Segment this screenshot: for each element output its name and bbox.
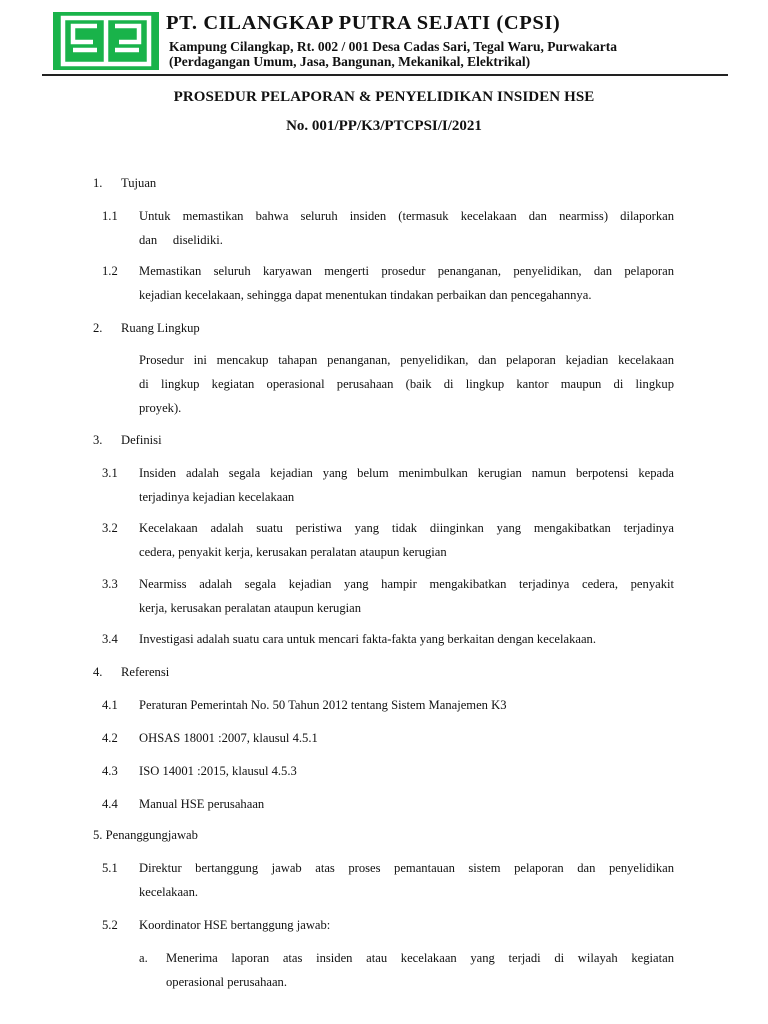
scope-line-1: Prosedur ini mencakup tahapan penanganan, penyelidikan, dan pelaporan kejadian kecelakaan (139, 353, 674, 367)
item-5-1-number: 5.1 (102, 861, 118, 875)
item-3-2-number: 3.2 (102, 521, 118, 535)
item-1-1-line-2: dan diselidiki. (139, 233, 223, 247)
item-1-1-number: 1.1 (102, 209, 118, 223)
item-3-3-line-2: kerja, kerusakan peralatan ataupun kerugian (139, 601, 362, 615)
section-1-heading: Tujuan (121, 176, 157, 190)
section-3-heading: Definisi (121, 433, 162, 447)
item-3-4-line-1: Investigasi adalah suatu cara untuk mencari fakta-fakta yang berkaitan dengan kecelakaan. (139, 632, 597, 646)
item-3-1-line-2: terjadinya kejadian kecelakaan (139, 490, 295, 504)
section-3-number: 3. (93, 433, 103, 447)
item-3-1-number: 3.1 (102, 466, 118, 480)
item-4-4-text: Manual HSE perusahaan (139, 797, 265, 811)
document-title: PROSEDUR PELAPORAN & PENYELIDIKAN INSIDEN HSE (173, 89, 595, 105)
item-3-2-line-2: cedera, penyakit kerja, kerusakan peralatan ataupun kerugian (139, 545, 447, 559)
item-1-2-line-1: Memastikan seluruh karyawan mengerti prosedur penanganan, penyelidikan, dan pelaporan (139, 264, 674, 278)
company-address: Kampung Cilangkap, Rt. 002 / 001 Desa Cadas Sari, Tegal Waru, Purwakarta (169, 39, 617, 54)
item-3-3-number: 3.3 (102, 577, 118, 591)
scope-line-3: proyek). (139, 401, 182, 415)
subitem-a-letter: a. (139, 951, 148, 965)
item-3-2-line-1: Kecelakaan adalah suatu peristiwa yang tidak diinginkan yang mengakibatkan terjadinya (139, 521, 674, 535)
company-business-lines: (Perdagangan Umum, Jasa, Bangunan, Mekanikal, Elektrikal) (169, 54, 531, 69)
scope-line-2: di lingkup kegiatan operasional perusahaan (baik di lingkup kantor maupun di lingkup (139, 377, 674, 391)
item-1-2-line-2: kejadian kecelakaan, sehingga dapat menentukan tindakan perbaikan dan pencegahannya. (139, 288, 592, 302)
item-4-2-text: OHSAS 18001 :2007, klausul 4.5.1 (139, 731, 318, 745)
item-3-3-line-1: Nearmiss adalah segala kejadian yang hampir mengakibatkan terjadinya cedera, penyakit (139, 577, 674, 591)
letterhead-divider (42, 74, 728, 76)
subitem-a-line-1: Menerima laporan atas insiden atau kecelakaan yang terjadi di wilayah kegiatan (166, 951, 674, 965)
item-5-1-line-2: kecelakaan. (139, 885, 199, 899)
item-3-1-line-1: Insiden adalah segala kejadian yang belum menimbulkan kerugian namun berpotensi kepada (139, 466, 674, 480)
item-1-2-number: 1.2 (102, 264, 118, 278)
item-4-2-number: 4.2 (102, 731, 118, 745)
section-2-heading: Ruang Lingkup (121, 321, 200, 335)
document-number: No. 001/PP/K3/PTCPSI/I/2021 (286, 118, 482, 134)
section-4-heading: Referensi (121, 665, 170, 679)
item-4-4-number: 4.4 (102, 797, 118, 811)
item-5-1-line-1: Direktur bertanggung jawab atas proses pemantauan sistem pelaporan dan penyelidikan (139, 861, 674, 875)
item-5-2-line-1: Koordinator HSE bertanggung jawab: (139, 918, 331, 932)
letterhead (48, 8, 728, 74)
item-5-2-number: 5.2 (102, 918, 118, 932)
section-2-number: 2. (93, 321, 103, 335)
item-3-4-number: 3.4 (102, 632, 118, 646)
item-1-1-line-1: Untuk memastikan bahwa seluruh insiden (termasuk kecelakaan dan nearmiss) dilaporkan (139, 209, 674, 223)
company-logo-mark-icon (53, 12, 159, 70)
company-logo (53, 12, 159, 70)
section-5-heading: 5. Penanggungjawab (93, 828, 198, 842)
section-1-number: 1. (93, 176, 103, 190)
section-4-number: 4. (93, 665, 103, 679)
item-4-1-number: 4.1 (102, 698, 118, 712)
item-4-3-text: ISO 14001 :2015, klausul 4.5.3 (139, 764, 297, 778)
company-name: PT. CILANGKAP PUTRA SEJATI (CPSI) (166, 12, 561, 34)
item-4-3-number: 4.3 (102, 764, 118, 778)
subitem-a-line-2: operasional perusahaan. (166, 975, 287, 989)
item-4-1-text: Peraturan Pemerintah No. 50 Tahun 2012 tentang Sistem Manajemen K3 (139, 698, 507, 712)
